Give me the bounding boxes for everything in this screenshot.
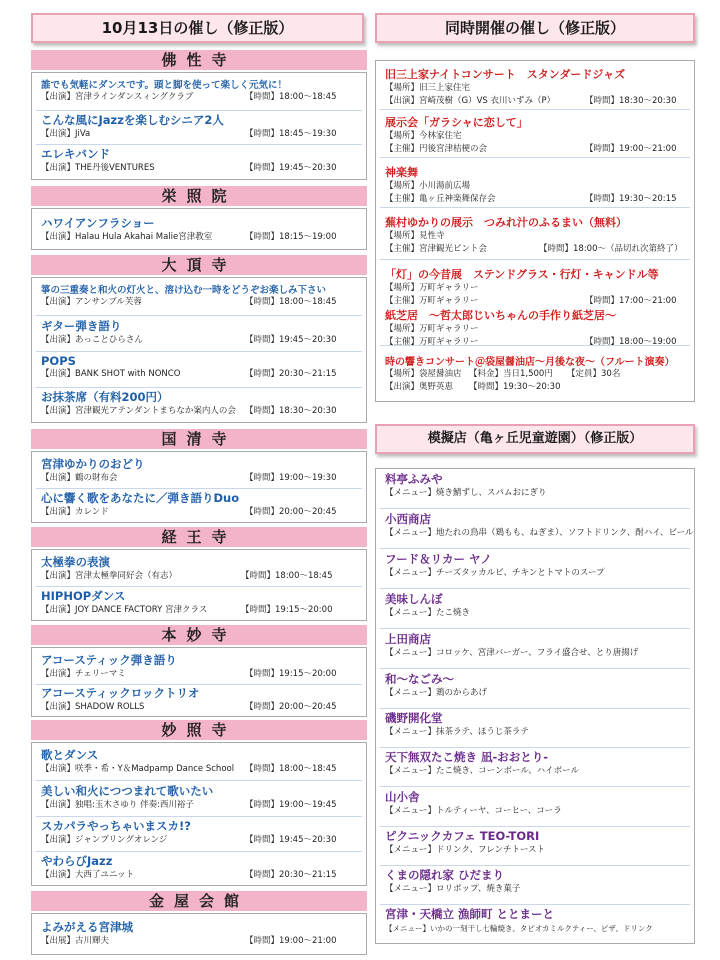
event-info <box>376 295 694 308</box>
event-time: 【時間】18:30～20:30 <box>245 406 337 416</box>
event-info <box>32 834 366 847</box>
divider <box>36 351 362 352</box>
event-info <box>32 162 366 175</box>
event-item <box>32 490 366 523</box>
stall-menu: 【メニュー】ロリポップ、焼き菓子 <box>385 884 521 894</box>
event-performer: 【出演】JiVa <box>41 129 91 139</box>
stall-menu: 【メニュー】チーズタッカルビ、チキンとトマトのスープ <box>385 568 605 578</box>
event-info <box>32 570 366 583</box>
event-item <box>32 747 366 781</box>
stall-menu: 【メニュー】たこ焼き、コーンボール、ハイボール <box>385 766 579 776</box>
event-info <box>32 472 366 485</box>
event-item <box>32 588 366 621</box>
event-item <box>376 353 694 397</box>
event-info <box>376 95 694 108</box>
event-item <box>32 783 366 817</box>
event-time: 【時間】19:45～20:30 <box>245 163 337 173</box>
event-info <box>376 368 694 381</box>
event-time: 【時間】20:00～20:45 <box>245 507 337 517</box>
event-time: 【時間】18:15～19:00 <box>245 232 337 242</box>
event-place <box>376 323 694 336</box>
venue-events <box>31 451 367 523</box>
stall-name: 山小舎 <box>385 790 420 804</box>
event-item <box>32 112 366 145</box>
event-performer: 【出演】あっことひらさん <box>41 335 143 345</box>
event-place <box>376 230 694 243</box>
divider <box>380 786 690 787</box>
event-title: エレキバンド <box>41 147 110 161</box>
divider <box>36 387 362 388</box>
event-info <box>376 143 694 156</box>
event-item <box>32 652 366 685</box>
left-header: 10月13日の催し（修正版） <box>31 13 364 43</box>
stall-menu: 【メニュー】焼き鯖ずし、スパムおにぎり <box>385 488 547 498</box>
event-info <box>32 296 366 309</box>
event-title: 蕪村ゆかりの展示 つみれ汁のふるまい（無料） <box>385 216 627 229</box>
stall-name: ピクニックカフェ TEO-TORI <box>385 829 540 843</box>
event-info <box>32 799 366 812</box>
event-title: よみがえる宮津城 <box>41 920 133 934</box>
event-time: 【時間】18:45～19:30 <box>245 129 337 139</box>
divider <box>380 668 690 669</box>
stall-item <box>376 867 694 905</box>
event-time: 【時間】18:00～18:45 <box>245 297 337 307</box>
event-info <box>376 243 694 256</box>
stall-item <box>376 511 694 549</box>
event-host: 【主催】円後宮津桔梗の会 <box>385 144 488 154</box>
event-performer: 【出演】独唱:玉木さゆり 伴奏:西川裕子 <box>41 800 194 810</box>
event-title: スカパラやっちゃいまスカ!? <box>41 819 191 833</box>
event-place-text: 【場所】旧三上家住宅 <box>385 83 471 93</box>
divider <box>380 508 690 509</box>
event-performer: 【出演】アンサンブル芙蓉 <box>41 297 142 307</box>
event-title: 神楽舞 <box>385 166 418 179</box>
venue-events <box>31 277 367 423</box>
venue-title: 佛性寺 <box>31 50 367 70</box>
venue-events <box>31 208 367 250</box>
event-info <box>32 405 366 418</box>
event-time: 【時間】18:30～20:30 <box>585 96 677 106</box>
right-header: 同時開催の催し（修正版） <box>375 13 695 43</box>
event-capacity: 【定員】30名 <box>567 369 621 379</box>
event-title: 宮津ゆかりのおどり <box>41 457 145 471</box>
event-time: 【時間】19:00～21:00 <box>585 144 677 154</box>
venue-title: 経王寺 <box>31 527 367 547</box>
divider <box>36 488 362 489</box>
divider <box>380 904 690 905</box>
stall-menu: 【メニュー】ドリンク、フレンチトースト <box>385 845 546 855</box>
event-place <box>376 82 694 95</box>
divider <box>36 315 362 316</box>
event-time: 【時間】19:00～19:45 <box>245 800 337 810</box>
event-info <box>32 231 366 244</box>
stall-item <box>376 671 694 709</box>
venue-events <box>31 742 367 886</box>
event-time: 【時間】19:30～20:30 <box>469 382 561 392</box>
event-item <box>32 919 366 953</box>
event-performer: 【出演】チェリーマミ <box>41 669 126 679</box>
event-title: お抹茶席（有料200円） <box>41 390 169 404</box>
event-host: 【主催】亀ヶ丘神楽舞保存会 <box>385 194 496 204</box>
event-title: 美しい和火につつまれて歌いたい <box>41 784 214 798</box>
event-item <box>376 266 694 346</box>
event-item <box>32 215 366 249</box>
event-item <box>376 164 694 208</box>
event-item <box>32 456 366 489</box>
stall-item <box>376 631 694 669</box>
venue-events <box>31 913 367 955</box>
venue-title: 栄照院 <box>31 186 367 206</box>
stall-menu: 【メニュー】鶏のからあげ <box>385 688 488 698</box>
event-title: 展示会「ガラシャに恋して」 <box>385 116 528 129</box>
stall-name: 天下無双たこ焼き 凪-おおとり- <box>385 750 549 764</box>
event-title: 「灯」の今昔展 ステンドグラス・行灯・キャンドル等 <box>385 268 659 281</box>
event-title-2: 紙芝居 ～哲太郎じいちゃんの手作り紙芝居～ <box>385 309 616 322</box>
event-title: ハワイアンフラショー <box>41 216 155 230</box>
event-title: 太極拳の表演 <box>41 555 110 569</box>
event-place-text: 【場所】今林家住宅 <box>385 131 462 141</box>
stall-menu: 【メニュー】地たれの鳥串（鶏もも、ねぎま）、ソフトドリンク、酎ハイ、ビール <box>385 528 694 538</box>
venue-events <box>31 647 367 717</box>
stall-name: 美味しんぼ <box>385 592 443 606</box>
divider <box>380 345 690 346</box>
event-place <box>376 180 694 193</box>
event-host: 【出演】宮崎茂樹（G）VS 衣川いずみ（P） <box>385 96 556 106</box>
event-info <box>376 193 694 206</box>
divider <box>380 109 690 110</box>
divider <box>36 851 362 852</box>
event-performer: 【出演】咲季・希・Y＆Madpamp Dance School <box>41 764 235 774</box>
event-performer: 【出演】宮津太極拳同好会（有志） <box>41 571 178 581</box>
event-performer: 【出演】鶴の財布会 <box>41 473 118 483</box>
event-host: 【主催】宮津観光ピント会 <box>385 244 488 254</box>
event-title: HIPHOPダンス <box>41 589 126 603</box>
event-place-text: 【場所】万町ギャラリー <box>385 324 479 334</box>
event-time: 【時間】20:00～20:45 <box>245 702 337 712</box>
stall-name: 上田商店 <box>385 632 431 646</box>
stall-name: 小西商店 <box>385 512 431 526</box>
mogi-list <box>375 468 695 944</box>
event-place-text: 【場所】小川湯前広場 <box>385 181 471 191</box>
event-performer: 【出演】宮津観光アテンダントまちなか案内人の会 <box>41 406 236 416</box>
event-place-text: 【場所】万町ギャラリー <box>385 283 479 293</box>
event-info <box>32 334 366 347</box>
event-info <box>32 869 366 882</box>
stall-item <box>376 749 694 787</box>
event-performer: 【出演】SHADOW ROLLS <box>41 702 145 712</box>
event-item <box>376 66 694 110</box>
event-title: 旧三上家ナイトコンサート スタンダードジャズ <box>385 68 626 81</box>
event-title: アコースティックロックトリオ <box>41 686 200 700</box>
stall-name: くまの隠れ家 ひだまり <box>385 868 505 882</box>
event-time: 【時間】18:00～18:45 <box>245 92 337 102</box>
event-time: 【時間】19:15～20:00 <box>245 669 337 679</box>
divider <box>380 588 690 589</box>
concurrent-events <box>375 60 695 402</box>
venue-title: 本妙寺 <box>31 625 367 645</box>
event-time: 【時間】19:45～20:30 <box>245 835 337 845</box>
event-info <box>32 368 366 381</box>
divider <box>380 628 690 629</box>
stall-name: 料亭ふみや <box>385 472 443 486</box>
stall-menu: 【メニュー】たこ焼き <box>385 608 471 618</box>
event-title: 心に響く歌をあなたに／弾き語りDuo <box>41 491 240 505</box>
event-info <box>32 668 366 681</box>
event-title: ギター弾き語り <box>41 319 122 333</box>
event-title: 箏の三重奏と和火の灯火と、溶け込む一時をどうぞお楽しみ下さい <box>41 285 327 296</box>
event-time: 【時間】19:00～19:30 <box>245 473 337 483</box>
stall-name: 磯野開化堂 <box>385 711 443 725</box>
event-info <box>32 935 366 948</box>
stall-name: 和～なごみ～ <box>385 672 454 686</box>
event-place-text: 【場所】袋屋醤油店 <box>385 369 462 379</box>
event-info <box>32 91 366 104</box>
divider <box>380 548 690 549</box>
stall-name: フード＆リカー ヤノ <box>385 552 492 566</box>
event-performer: 【出演】ジャンプリングオレンジ <box>41 835 168 845</box>
event-time: 【時間】20:30～21:15 <box>245 870 337 880</box>
event-time: 【時間】20:30～21:15 <box>245 369 337 379</box>
event-performer: 【出演】カレンド <box>41 507 109 517</box>
event-item <box>376 114 694 158</box>
event-info <box>32 506 366 519</box>
event-item <box>32 282 366 316</box>
event-performer: 【出演】JOY DANCE FACTORY 宮津クラス <box>41 605 208 615</box>
event-title: こんな風にJazzを楽しむシニア2人 <box>41 113 224 127</box>
event-time: 【時間】19:00～21:00 <box>245 936 337 946</box>
event-item <box>32 389 366 423</box>
divider <box>380 747 690 748</box>
event-info <box>32 763 366 776</box>
event-title: POPS <box>41 354 76 368</box>
event-place <box>376 282 694 295</box>
stall-item <box>376 710 694 748</box>
event-title: 歌とダンス <box>41 748 99 762</box>
event-time: 【時間】17:00～21:00 <box>585 296 677 306</box>
event-item <box>32 853 366 887</box>
event-title: 時の響きコンサート＠袋屋醤油店～月後な夜～（フルート演奏） <box>385 357 675 368</box>
event-time: 【時間】19:30～20:15 <box>585 194 677 204</box>
stall-item <box>376 551 694 589</box>
divider <box>380 259 690 260</box>
event-time: 【時間】18:00～18:45 <box>245 764 337 774</box>
stall-item <box>376 591 694 629</box>
event-performer: 【出演】THE丹後VENTURES <box>41 163 155 173</box>
event-title: アコースティック弾き語り <box>41 653 177 667</box>
venue-events <box>31 549 367 621</box>
event-info <box>32 128 366 141</box>
mogi-header: 模擬店（亀ヶ丘児童遊園）（修正版） <box>375 424 695 454</box>
divider <box>36 144 362 145</box>
divider <box>36 586 362 587</box>
event-title: 誰でも気軽にダンスです。頭と脚を使って楽しく元気に！ <box>41 80 288 91</box>
event-info <box>32 604 366 617</box>
stall-menu: 【メニュー】いかの一刻干し七輪焼き、タピオカミルクティー、ピザ、ドリンク <box>385 924 653 933</box>
divider <box>36 780 362 781</box>
venue-title: 妙照寺 <box>31 720 367 740</box>
event-time: 【時間】19:15～20:00 <box>241 605 333 615</box>
event-host: 【主催】万町ギャラリー <box>385 296 479 306</box>
event-performer: 【出演】Halau Hula Akahai Malie宮津教室 <box>41 232 213 242</box>
venue-events <box>31 72 367 180</box>
stall-item <box>376 789 694 827</box>
stall-menu: 【メニュー】コロッケ、宮津バーガー、フライ盛合せ、とり唐揚げ <box>385 648 639 658</box>
event-item <box>376 214 694 260</box>
event-time: 【時間】19:45～20:30 <box>245 335 337 345</box>
event-place <box>376 130 694 143</box>
event-performer: 【出演】BANK SHOT with NONCO <box>41 369 181 379</box>
event-time: 【時間】18:00～（品切れ次第終了） <box>539 244 683 254</box>
event-host: 【出演】奥野英恵 <box>385 382 454 392</box>
event-host: 【主催】万町ギャラリー <box>385 337 479 347</box>
event-item <box>32 554 366 587</box>
event-performer: 【出演】宮津ラインダンスィングクラブ <box>41 92 194 102</box>
divider <box>380 826 690 827</box>
divider <box>380 207 690 208</box>
divider <box>36 110 362 111</box>
event-item <box>32 318 366 352</box>
event-performer: 【出展】古川輝夫 <box>41 936 110 946</box>
event-performer: 【出演】大西了ユニット <box>41 870 135 880</box>
event-title: やわらびJazz <box>41 854 113 868</box>
event-info <box>32 701 366 714</box>
event-item <box>32 77 366 111</box>
stall-item <box>376 906 694 944</box>
stall-menu: 【メニュー】抹茶ラテ、ほうじ茶ラテ <box>385 727 529 737</box>
event-time: 【時間】18:00～19:00 <box>585 337 677 347</box>
stall-item <box>376 828 694 866</box>
event-place-text: 【場所】見性寺 <box>385 231 445 241</box>
venue-title: 国清寺 <box>31 429 367 449</box>
divider <box>380 157 690 158</box>
event-item <box>32 818 366 852</box>
stall-item <box>376 471 694 509</box>
divider <box>36 816 362 817</box>
venue-title: 大頂寺 <box>31 255 367 275</box>
event-time: 【時間】18:00～18:45 <box>241 571 333 581</box>
event-fee: 【料金】当日1,500円 <box>469 369 553 379</box>
event-item <box>32 146 366 179</box>
event-info <box>376 381 694 394</box>
stall-name: 宮津・天橋立 漁師町 ととまーと <box>385 907 555 921</box>
divider <box>380 708 690 709</box>
stall-menu: 【メニュー】トルティーヤ、コーヒー、コーラ <box>385 806 562 816</box>
event-item <box>32 354 366 388</box>
event-info <box>376 336 694 349</box>
event-item <box>32 685 366 718</box>
divider <box>380 865 690 866</box>
venue-title: 金屋会館 <box>31 891 367 911</box>
